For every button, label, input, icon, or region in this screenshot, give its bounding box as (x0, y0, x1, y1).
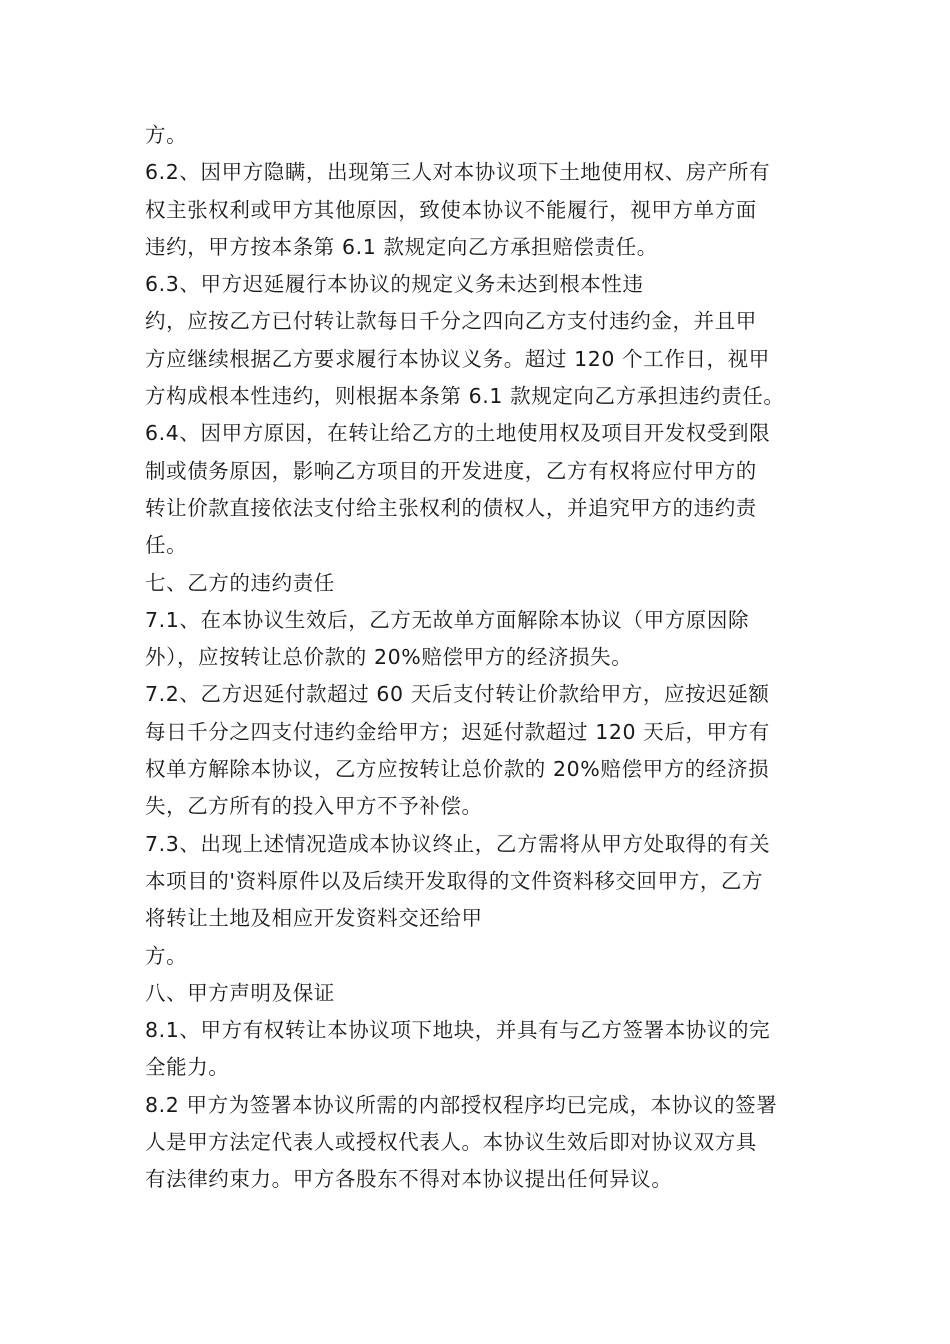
text-line: 人是甲方法定代表人或授权代表人。本协议生效后即对协议双方具 (145, 1130, 757, 1155)
text-line: 将转让土地及相应开发资料交还给甲 (145, 906, 483, 931)
text-line: 任。 (145, 533, 188, 558)
text-line: 有法律约束力。甲方各股东不得对本协议提出任何异议。 (145, 1167, 673, 1192)
section-heading-8: 八、甲方声明及保证 (145, 980, 335, 1005)
document-body (145, 117, 810, 1199)
text-line: 方。 (145, 943, 188, 968)
text-line: 违约，甲方按本条第 6.1 款规定向乙方承担赔偿责任。 (145, 234, 658, 259)
text-line: 方应继续根据乙方要求履行本协议义务。超过 120 个工作日，视甲 (145, 346, 770, 371)
clause-8-1: 8.1、甲方有权转让本协议项下地块，并具有与乙方签署本协议的完 (145, 1018, 771, 1043)
text-line: 转让价款直接依法支付给主张权利的债权人，并追究甲方的违约责 (145, 495, 757, 520)
text-line: 方。 (145, 123, 188, 147)
text-line: 全能力。 (145, 1055, 230, 1080)
clause-7-3: 7.3、出现上述情况造成本协议终止，乙方需将从甲方处取得的有关 (145, 831, 771, 856)
text-line: 制或债务原因，影响乙方项目的开发进度，乙方有权将应付甲方的 (145, 458, 757, 483)
text-line: 权单方解除本协议，乙方应按转让总价款的 20%赔偿甲方的经济损 (145, 757, 770, 782)
section-heading-7: 七、乙方的违约责任 (145, 570, 335, 595)
clause-6-3: 6.3、甲方迟延履行本协议的规定义务未达到根本性违 (145, 272, 644, 297)
text-line: 外），应按转让总价款的 20%赔偿甲方的经济损失。 (145, 645, 633, 670)
clause-6-2: 6.2、因甲方隐瞒，出现第三人对本协议项下土地使用权、房产所有 (145, 160, 771, 185)
text-line: 权主张权利或甲方其他原因，致使本协议不能履行，视甲方单方面 (145, 197, 757, 222)
text-line: 约，应按乙方已付转让款每日千分之四向乙方支付违约金，并且甲 (145, 309, 757, 334)
text-line: 本项目的'资料原件以及后续开发取得的文件资料移交回甲方，乙方 (145, 868, 764, 893)
clause-7-2: 7.2、乙方迟延付款超过 60 天后支付转让价款给甲方，应按迟延额 (145, 682, 770, 707)
text-line: 方构成根本性违约，则根据本条第 6.1 款规定向乙方承担违约责任。 (145, 384, 785, 409)
clause-8-2: 8.2 甲方为签署本协议所需的内部授权程序均已完成，本协议的签署 (145, 1092, 778, 1117)
text-line: 失，乙方所有的投入甲方不予补偿。 (145, 794, 483, 819)
text-line: 每日千分之四支付违约金给甲方；迟延付款超过 120 天后，甲方有 (145, 719, 770, 744)
clause-6-4: 6.4、因甲方原因，在转让给乙方的土地使用权及项目开发权受到限 (145, 421, 771, 446)
clause-7-1: 7.1、在本协议生效后，乙方无故单方面解除本协议（甲方原因除 (145, 607, 750, 632)
